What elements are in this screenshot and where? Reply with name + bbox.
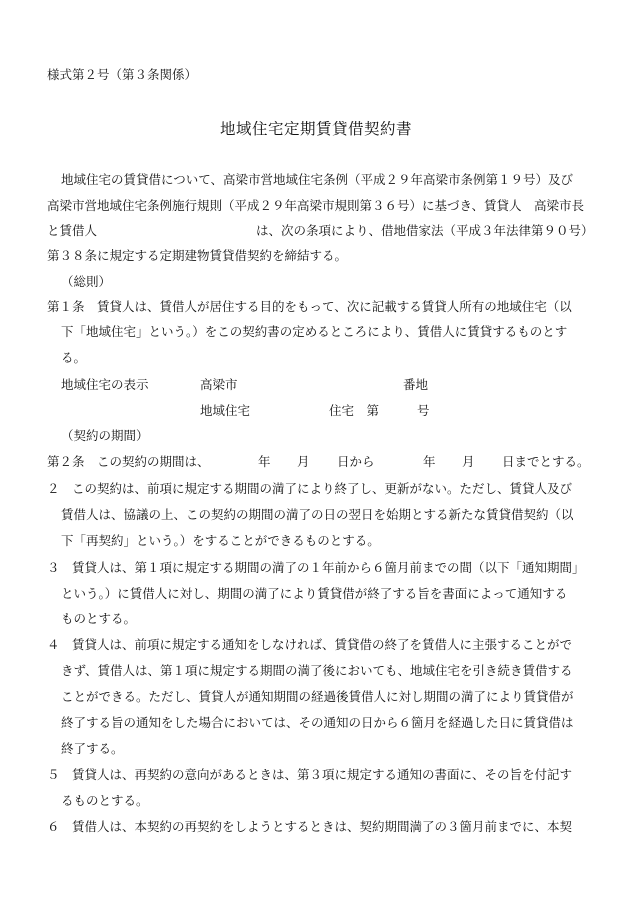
preamble-line-3a: と賃借人 — [47, 223, 98, 238]
paragraph-4-line-2: きず、賃借人は、第１項に規定する期間の満了後においても、地域住宅を引き続き賃借する — [61, 663, 573, 678]
paragraph-4-line-1: ４ 賃貸人は、前項に規定する通知をしなければ、賃貸借の終了を賃借人に主張することがで — [47, 637, 573, 652]
paragraph-5-line-2: るものとする。 — [61, 793, 149, 808]
paragraph-2-line-1: ２ この契約は、前項に規定する期間の満了により終了し、更新がない。ただし、賃貸人及び — [47, 481, 573, 496]
article-2-month-2: 月 — [462, 454, 475, 469]
paragraph-4-line-4: 終了する旨の通知をした場合においては、その通知の日から６箇月を経過した日に賃貸借は — [61, 715, 574, 730]
display-chiiki: 地域住宅 — [200, 403, 251, 418]
paragraph-3-line-1: ３ 賃貸人は、第１項に規定する期間の満了の１年前から６箇月前までの間（以下「通知期間」 — [47, 560, 585, 575]
article-2-day-1: 日から — [337, 454, 375, 469]
paragraph-3-line-3: ものとする。 — [61, 611, 137, 626]
article-1-line-1: 第１条 賃貸人は、賃借人が居住する目的をもって、次に記載する賃貸人所有の地域住宅（以 — [47, 299, 572, 314]
heading-general: （総則） — [61, 274, 112, 289]
article-2-month-1: 月 — [297, 454, 310, 469]
display-label: 地域住宅の表示 — [61, 377, 149, 392]
paragraph-2-line-3: 下「再契約」という。）をすることができるものとする。 — [61, 533, 380, 548]
paragraph-4-line-3: ことができる。ただし、賃貸人が通知期間の経過後賃借人に対し期間の満了により賃貸借が — [61, 689, 574, 704]
paragraph-3-line-2: という。）に賃借人に対し、期間の満了により賃貸借が終了する旨を書面によって通知する — [61, 586, 568, 601]
display-jutaku-dai: 住宅 第 — [329, 403, 380, 418]
preamble-line-1: 地域住宅の賃貸借について、高梁市営地域住宅条例（平成２９年高梁市条例第１９号）及び — [61, 172, 574, 187]
paragraph-5-line-1: ５ 賃貸人は、再契約の意向があるときは、第３項に規定する通知の書面に、その旨を付記す — [47, 767, 573, 782]
article-2-day-2: 日までとする。 — [502, 454, 590, 469]
display-city: 高梁市 — [200, 377, 238, 392]
document-title: 地域住宅定期賃貸借契約書 — [220, 120, 413, 138]
preamble-line-2: 高梁市営地域住宅条例施行規則（平成２９年高梁市規則第３６号）に基づき、賃貸人 高梁市長 — [47, 198, 585, 213]
display-banchi: 番地 — [403, 377, 429, 392]
preamble-line-4: 第３８条に規定する定期建物賃貸借契約を締結する。 — [47, 248, 348, 263]
preamble-line-3b: は、次の条項により、借地借家法（平成３年法律第９０号） — [256, 223, 594, 238]
article-2-year-1: 年 — [258, 454, 271, 469]
article-2-lead: 第２条 この契約の期間は、 — [47, 454, 210, 469]
display-go: 号 — [417, 403, 430, 418]
article-2-year-2: 年 — [423, 454, 436, 469]
article-1-line-2: 下「地域住宅」という。）をこの契約書の定めるところにより、賃借人に賃貸するものとす — [61, 324, 568, 339]
paragraph-2-line-2: 賃借人は、協議の上、この契約の期間の満了の日の翌日を始期とする新たな賃貸借契約（以 — [61, 507, 574, 522]
heading-period: （契約の期間） — [61, 428, 149, 443]
article-1-line-3: る。 — [61, 350, 87, 365]
paragraph-4-line-5: 終了する。 — [61, 741, 124, 756]
form-label: 様式第２号（第３条関係） — [47, 67, 198, 82]
paragraph-6-line-1: ６ 賃借人は、本契約の再契約をしようとするときは、契約期間満了の３箇月前までに、本契 — [47, 819, 573, 834]
